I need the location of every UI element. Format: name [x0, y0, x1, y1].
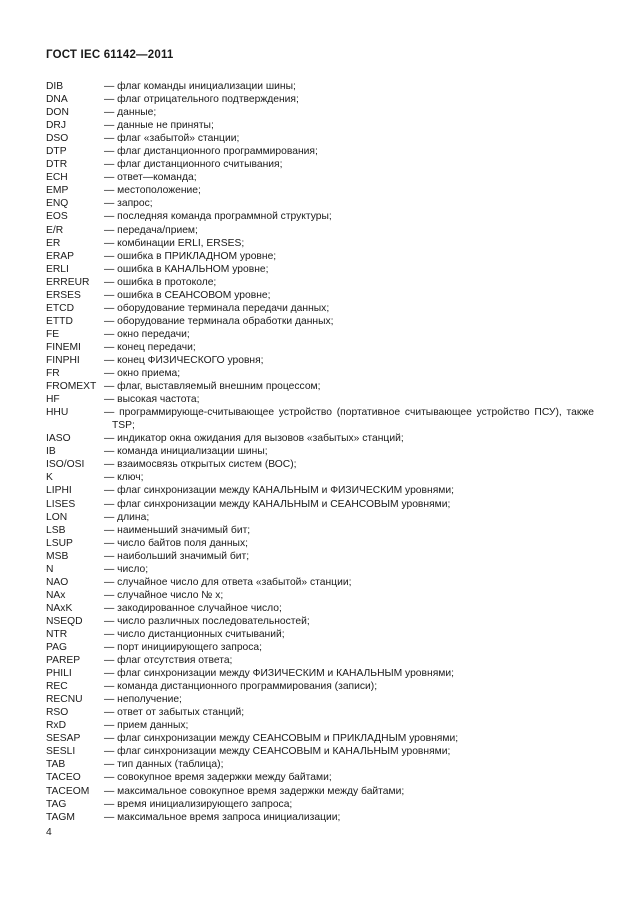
abbreviation-term: PAG	[46, 642, 67, 654]
abbreviation-definition: — комбинации ERLI, ERSES;	[104, 237, 245, 249]
abbreviation-definition: — совокупное время задержки между байтами;	[104, 772, 332, 784]
abbreviation-row	[46, 680, 594, 693]
abbreviation-row	[46, 732, 594, 745]
abbreviation-definition: — флаг отрицательного подтверждения;	[104, 94, 299, 106]
abbreviation-row	[46, 589, 594, 602]
abbreviation-row	[46, 811, 594, 824]
abbreviation-term: RECNU	[46, 694, 83, 706]
abbreviation-term: DIB	[46, 81, 64, 92]
abbreviation-term: RSO	[46, 707, 69, 719]
abbreviation-definition: — флаг дистанционного программирования;	[104, 146, 318, 158]
abbreviation-definition: — флаг синхронизации между ФИЗИЧЕСКИМ и КАНАЛЬНЫМ уровнями;	[104, 668, 454, 680]
abbreviation-row	[46, 602, 594, 615]
abbreviation-term: N	[46, 563, 54, 575]
abbreviation-row	[46, 197, 594, 210]
abbreviation-term: ERLI	[46, 263, 69, 275]
abbreviation-row	[46, 771, 594, 784]
abbreviation-term: IB	[46, 446, 56, 458]
abbreviation-row	[46, 745, 594, 758]
abbreviation-definition: — ключ;	[104, 472, 144, 484]
abbreviation-term: FROMEXT	[46, 381, 97, 393]
abbreviation-definition: — порт инициирующего запроса;	[104, 642, 263, 654]
abbreviation-term: DRJ	[46, 120, 67, 132]
abbreviation-term: REC	[46, 681, 68, 693]
abbreviation-term: ISO/OSI	[46, 459, 85, 471]
abbreviation-row	[46, 550, 594, 563]
abbreviation-term: ERSES	[46, 289, 81, 301]
abbreviation-row	[46, 328, 594, 341]
abbreviation-term: TAB	[46, 759, 66, 771]
abbreviation-term: PAREP	[46, 655, 81, 667]
abbreviation-definition: — высокая частота;	[104, 394, 200, 406]
abbreviation-term: E/R	[46, 224, 64, 236]
abbreviation-definition: — флаг синхронизации между КАНАЛЬНЫМ и СЕАНСОВЫМ уровнями;	[104, 498, 451, 510]
abbreviation-term: NAx	[46, 589, 66, 601]
abbreviation-row	[46, 498, 594, 511]
abbreviation-row	[46, 471, 594, 484]
abbreviation-definition: — ошибка в КАНАЛЬНОМ уровне;	[104, 263, 269, 275]
abbreviation-definition: — данные;	[104, 107, 157, 119]
abbreviation-row	[46, 432, 594, 445]
abbreviation-definition: — взаимосвязь открытых систем (ВОС);	[104, 459, 297, 471]
abbreviation-row	[46, 484, 594, 497]
abbreviation-term: RxD	[46, 720, 67, 732]
abbreviation-definition: — флаг отсутствия ответа;	[104, 655, 233, 667]
abbreviation-term: DSO	[46, 133, 69, 145]
abbreviation-term: HF	[46, 394, 60, 406]
abbreviation-term: ERREUR	[46, 276, 90, 288]
abbreviation-definition: — максимальное время запроса инициализации;	[104, 811, 341, 823]
abbreviation-definition: — случайное число № x;	[104, 589, 224, 601]
abbreviation-term: FINEMI	[46, 341, 81, 353]
abbreviation-definition: — оборудование терминала обработки данных;	[104, 315, 334, 327]
abbreviation-term: NAO	[46, 576, 69, 588]
abbreviation-term: DTR	[46, 159, 68, 171]
abbreviation-row	[46, 445, 594, 458]
abbreviation-definition: — ошибка в СЕАНСОВОМ уровне;	[104, 289, 271, 301]
abbreviation-definition: — число дистанционных считываний;	[104, 628, 285, 640]
abbreviation-row	[46, 119, 594, 132]
abbreviation-row	[46, 628, 594, 641]
abbreviation-row	[46, 184, 594, 197]
abbreviation-row	[46, 367, 594, 380]
abbreviation-definition: — число байтов поля данных;	[104, 537, 248, 549]
abbreviation-row	[46, 719, 594, 732]
abbreviation-row	[46, 289, 594, 302]
abbreviation-row	[46, 210, 594, 223]
abbreviation-definition: — закодированное случайное число;	[104, 602, 282, 614]
abbreviation-term: FINPHI	[46, 354, 80, 366]
abbreviation-definition: — конец передачи;	[104, 341, 196, 353]
abbreviation-definition: — программирующе-считывающее устройство (портативное считывающее устройство ПСУ), также TSP;	[104, 407, 594, 432]
abbreviation-definition: — наименьший значимый бит;	[104, 524, 251, 536]
abbreviation-definition: — ошибка в ПРИКЛАДНОМ уровне;	[104, 250, 277, 262]
abbreviation-definition: — ошибка в протоколе;	[104, 276, 217, 288]
abbreviation-row	[46, 576, 594, 589]
abbreviation-term: HHU	[46, 407, 69, 419]
abbreviation-definition: — флаг синхронизации между КАНАЛЬНЫМ и ФИЗИЧЕСКИМ уровнями;	[104, 485, 454, 497]
abbreviation-term: ERAP	[46, 250, 75, 262]
abbreviation-term: NTR	[46, 628, 68, 640]
abbreviation-term: TAGM	[46, 811, 75, 823]
abbreviation-definition: — число;	[104, 563, 149, 575]
abbreviation-row	[46, 641, 594, 654]
abbreviation-definition: — флаг команды инициализации шины;	[104, 81, 296, 92]
abbreviation-definition: — время инициализирующего запроса;	[104, 798, 293, 810]
abbreviation-row	[46, 406, 594, 432]
abbreviation-term: LISES	[46, 498, 76, 510]
abbreviation-term: LIPHI	[46, 485, 72, 497]
abbreviation-definition: — местоположение;	[104, 185, 201, 197]
abbreviation-row	[46, 693, 594, 706]
abbreviation-definition: — число различных последовательностей;	[104, 615, 310, 627]
abbreviation-definition: — длина;	[104, 511, 150, 523]
abbreviation-definition: — запрос;	[104, 198, 153, 210]
abbreviation-definition: — неполучение;	[104, 694, 182, 706]
abbreviation-term: TAG	[46, 798, 67, 810]
abbreviation-definition: — ответ от забытых станций;	[104, 707, 245, 719]
abbreviation-row	[46, 706, 594, 719]
abbreviation-term: EMP	[46, 185, 69, 197]
abbreviation-definition: — наибольший значимый бит;	[104, 550, 250, 562]
abbreviation-row	[46, 380, 594, 393]
abbreviation-row	[46, 654, 594, 667]
page-header-standard-number: ГОСТ IEC 61142—2011	[46, 49, 174, 61]
abbreviation-term: ETCD	[46, 302, 75, 314]
abbreviation-term: IASO	[46, 433, 71, 445]
abbreviation-row	[46, 158, 594, 171]
abbreviation-row	[46, 354, 594, 367]
abbreviation-term: TACEO	[46, 772, 81, 784]
abbreviation-row	[46, 171, 594, 184]
abbreviation-term: LSB	[46, 524, 66, 536]
abbreviation-term: NAxK	[46, 602, 73, 614]
abbreviation-definition: — случайное число для ответа «забытой» станции;	[104, 576, 352, 588]
abbreviation-definition: — флаг дистанционного считывания;	[104, 159, 283, 171]
abbreviation-term: K	[46, 472, 53, 484]
abbreviation-list	[46, 80, 594, 824]
abbreviation-row	[46, 511, 594, 524]
abbreviation-term: ETTD	[46, 315, 73, 327]
abbreviation-row	[46, 615, 594, 628]
abbreviation-definition: — максимальное совокупное время задержки между байтами;	[104, 785, 405, 797]
abbreviation-definition: — последняя команда программной структуры;	[104, 211, 332, 223]
abbreviation-term: SESLI	[46, 746, 76, 758]
page-number: 4	[46, 827, 52, 838]
abbreviation-term: TACEOM	[46, 785, 90, 797]
abbreviation-definition: — флаг «забытой» станции;	[104, 133, 240, 145]
abbreviation-row	[46, 315, 594, 328]
abbreviation-term: MSB	[46, 550, 69, 562]
abbreviation-row	[46, 93, 594, 106]
abbreviation-row	[46, 341, 594, 354]
abbreviation-term: ENQ	[46, 198, 69, 210]
abbreviation-definition: — команда дистанционного программирования (записи);	[104, 681, 378, 693]
abbreviation-term: DTP	[46, 146, 67, 158]
abbreviation-term: ECH	[46, 172, 68, 184]
abbreviation-row	[46, 263, 594, 276]
abbreviation-term: LON	[46, 511, 68, 523]
abbreviation-term: EOS	[46, 211, 68, 223]
abbreviation-row	[46, 302, 594, 315]
abbreviation-row	[46, 224, 594, 237]
abbreviation-definition: — конец ФИЗИЧЕСКОГО уровня;	[104, 354, 264, 366]
abbreviation-term: LSUP	[46, 537, 73, 549]
abbreviation-definition: — индикатор окна ожидания для вызовов «забытых» станций;	[104, 433, 404, 445]
abbreviation-term: ER	[46, 237, 61, 249]
abbreviation-row	[46, 758, 594, 771]
abbreviation-definition: — флаг синхронизации между СЕАНСОВЫМ и КАНАЛЬНЫМ уровнями;	[104, 746, 451, 758]
abbreviation-definition: — тип данных (таблица);	[104, 759, 224, 771]
abbreviation-term: FE	[46, 328, 60, 340]
abbreviation-definition: — прием данных;	[104, 720, 189, 732]
abbreviation-row	[46, 563, 594, 576]
abbreviation-definition: — данные не приняты;	[104, 120, 214, 132]
abbreviation-term: DNA	[46, 94, 68, 106]
abbreviation-row	[46, 393, 594, 406]
abbreviation-definition: — флаг синхронизации между СЕАНСОВЫМ и ПРИКЛАДНЫМ уровнями;	[104, 733, 459, 745]
abbreviation-row	[46, 106, 594, 119]
abbreviation-definition: — ответ—команда;	[104, 172, 197, 184]
abbreviation-term: DON	[46, 107, 69, 119]
abbreviation-row	[46, 237, 594, 250]
abbreviation-term: SESAP	[46, 733, 81, 745]
abbreviation-row	[46, 667, 594, 680]
abbreviation-row	[46, 458, 594, 471]
abbreviation-term: PHILI	[46, 668, 72, 680]
abbreviation-row	[46, 250, 594, 263]
abbreviation-definition: — окно приема;	[104, 368, 181, 380]
abbreviation-row	[46, 145, 594, 158]
abbreviation-row	[46, 80, 594, 93]
abbreviation-definition: — передача/прием;	[104, 224, 198, 236]
abbreviation-row	[46, 537, 594, 550]
abbreviation-definition: — команда инициализации шины;	[104, 446, 268, 458]
abbreviation-row	[46, 276, 594, 289]
abbreviation-row	[46, 524, 594, 537]
abbreviation-term: FR	[46, 368, 60, 380]
abbreviation-row	[46, 785, 594, 798]
abbreviation-definition: — окно передачи;	[104, 328, 190, 340]
abbreviation-row	[46, 798, 594, 811]
abbreviation-definition: — флаг, выставляемый внешним процессом;	[104, 381, 321, 393]
abbreviation-term: NSEQD	[46, 615, 83, 627]
abbreviation-row	[46, 132, 594, 145]
abbreviation-definition: — оборудование терминала передачи данных;	[104, 302, 330, 314]
